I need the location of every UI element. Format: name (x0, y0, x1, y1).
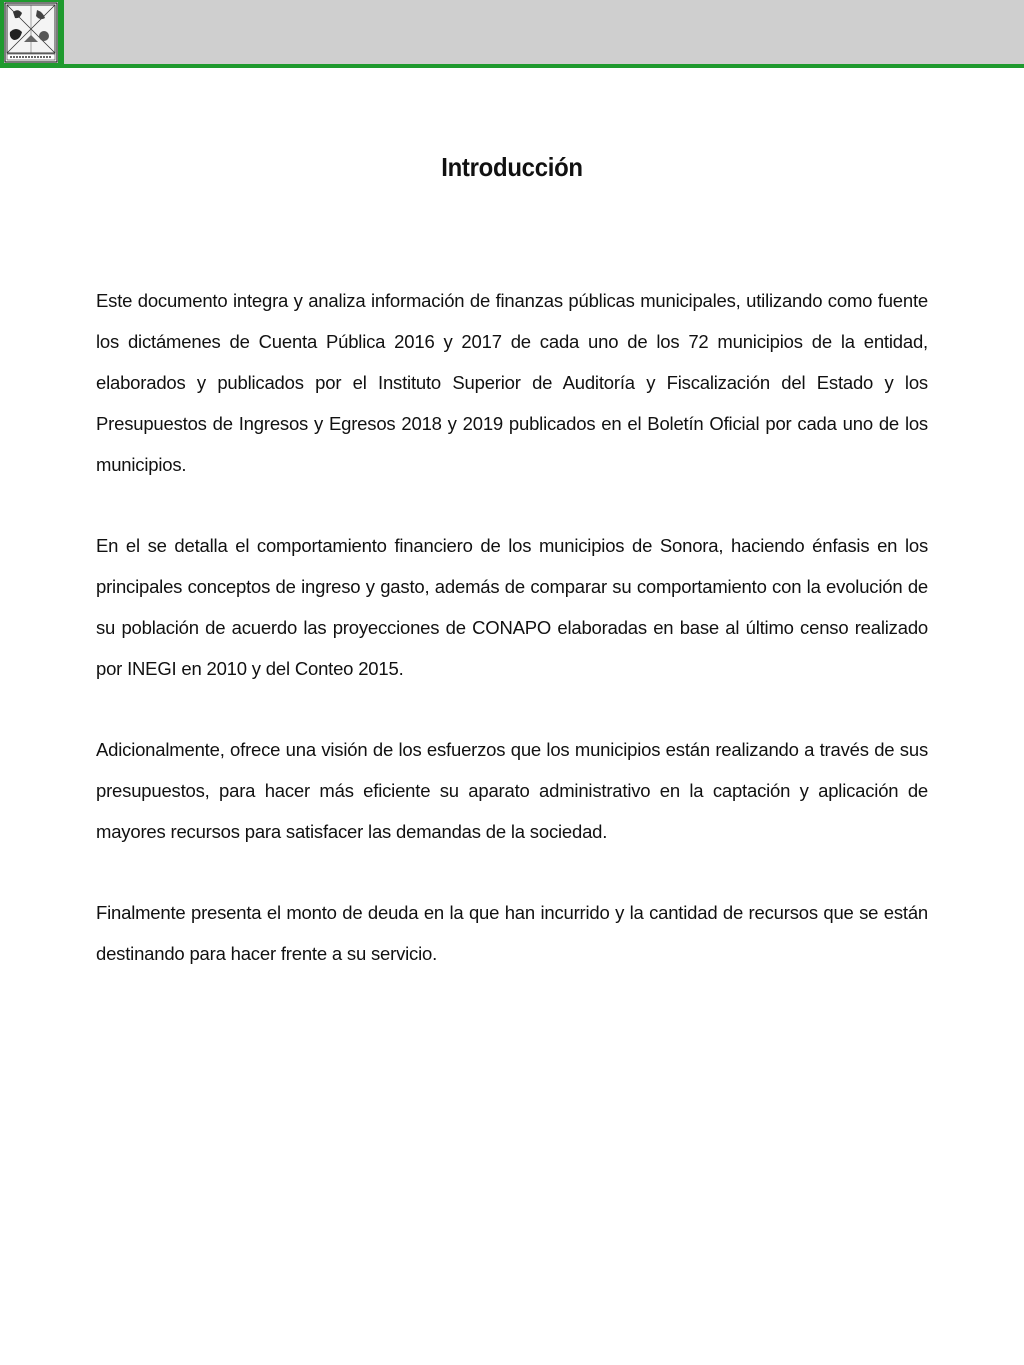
document-body (96, 280, 928, 1014)
paragraph-intro: Este documento integra y analiza información de finanzas públicas municipales, utilizando como fuente los dictámenes de Cuenta Pública 2016 y 2017 de cada uno de los 72 municipios de la entidad, elaborados y publicados por el Instituto Superior de Auditoría y Fiscalización del Estado y los Presupuestos de Ingresos y Egresos 2018 y 2019 publicados en el Boletín Oficial por cada uno de los municipios. (96, 290, 928, 475)
paragraph-financial-behavior: En el se detalla el comportamiento financiero de los municipios de Sonora, haciendo énfasis en los principales conceptos de ingreso y gasto, además de comparar su comportamiento con la evolución de su población de acuerdo las proyecciones de CONAPO elaboradas en base al último censo realizado por INEGI en 2010 y del Conteo 2015. (96, 535, 928, 679)
paragraph-budget-efforts: Adicionalmente, ofrece una visión de los esfuerzos que los municipios están realizando a través de sus presupuestos, para hacer más eficiente su aparato administrativo en la captación y aplicación de mayores recursos para satisfacer las demandas de la sociedad. (96, 739, 928, 842)
page-title: Introducción (441, 152, 583, 182)
state-coat-of-arms-icon (4, 2, 58, 63)
logo-frame (0, 0, 64, 68)
paragraph-debt: Finalmente presenta el monto de deuda en la que han incurrido y la cantidad de recursos que se están destinando para hacer frente a su servicio. (96, 902, 928, 964)
header-bar (0, 0, 1024, 68)
